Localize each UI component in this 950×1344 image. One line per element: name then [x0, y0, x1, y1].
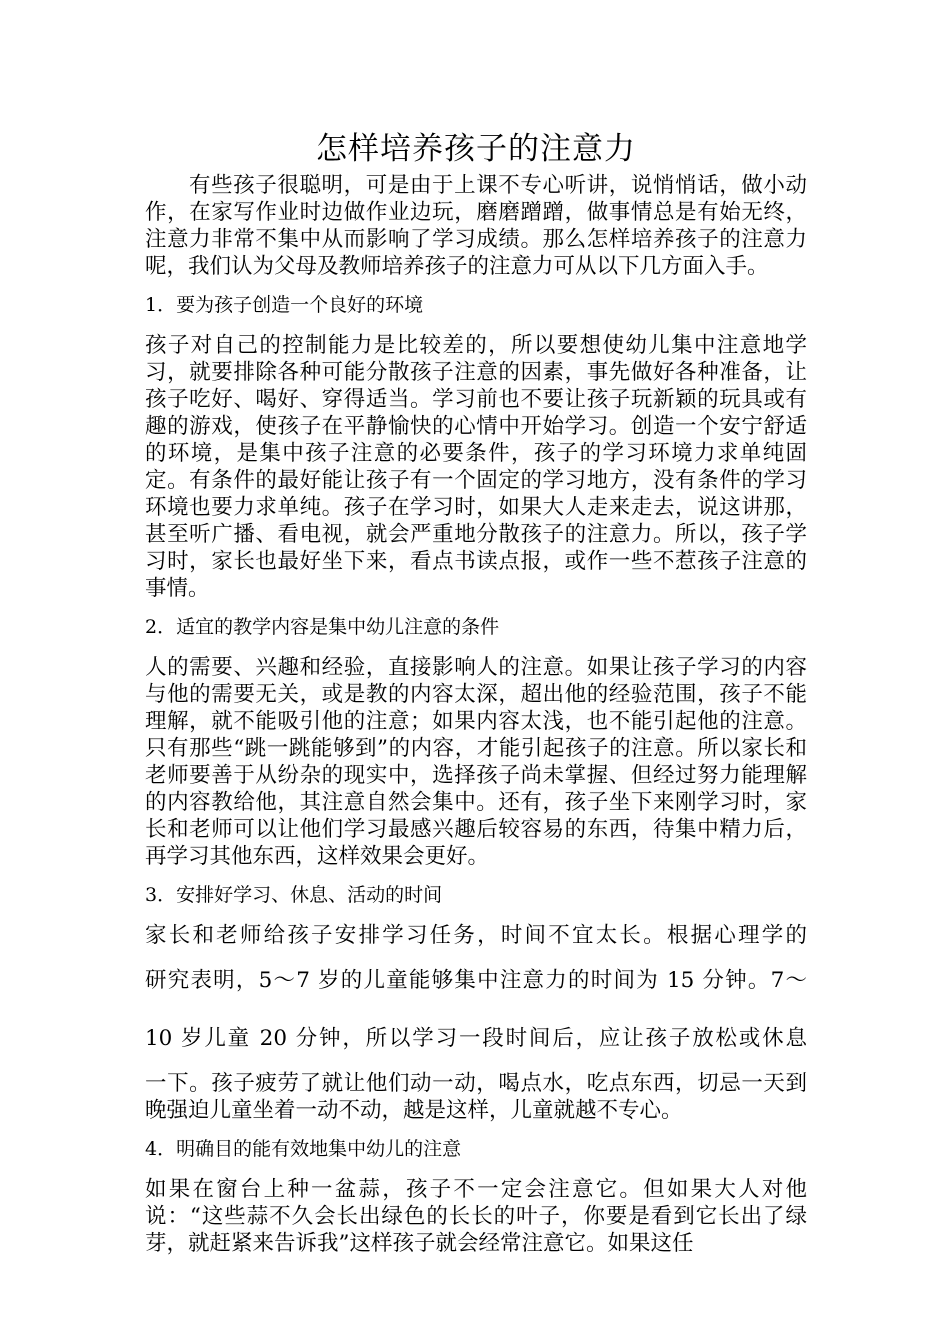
section-body-3: 一下。孩子疲劳了就让他们动一动，喝点水，吃点东西，切忌一天到晚强迫儿童坐着一动不动，越是这样，儿童就越不专心。 [145, 1071, 807, 1123]
section-body-1: 孩子对自己的控制能力是比较差的，所以要想使幼儿集中注意地学习，就要排除各种可能分散孩子注意的因素，事先做好各种准备，让孩子吃好、喝好、穿得适当。学习前也不要让孩子玩新颖的玩具或有趣的游戏，使孩子在平静愉快的心情中开始学习。创造一个安宁舒适的环境，是集中孩子注意的必要条件，孩子的学习环境力求单纯固定。有条件的最好能让孩子有一个固定的学习地方，没有条件的学习环境也要力求单纯。孩子在学习时，如果大人走来走去，说这讲那，甚至听广播、看电视，就会严重地分散孩子的注意力。所以，孩子学习时，家长也最好坐下来，看点书读点报，或作一些不惹孩子注意的事情。 [145, 333, 807, 601]
section-body-3-line-1: 家长和老师给孩子安排学习任务，时间不宜太长。根据心理学的 [145, 923, 807, 948]
section-heading-1: 1．要为孩子创造一个良好的环境 [145, 294, 424, 316]
document-page [145, 128, 807, 1257]
section-body-2: 人的需要、兴趣和经验，直接影响人的注意。如果让孩子学习的内容与他的需要无关，或是教的内容太深，超出他的经验范围，孩子不能理解，就不能吸引他的注意；如果内容太浅，也不能引起他的注意。只有那些“跳一跳能够到”的内容，才能引起孩子的注意。所以家长和老师要善于从纷杂的现实中，选择孩子尚未掌握、但经过努力能理解的内容教给他，其注意自然会集中。还有，孩子坐下来刚学习时，家长和老师可以让他们学习最感兴趣后较容易的东西，待集中精力后，再学习其他东西，这样效果会更好。 [145, 655, 807, 869]
section-heading-4: 4．明确目的能有效地集中幼儿的注意 [145, 1138, 462, 1160]
section-heading-2: 2．适宜的教学内容是集中幼儿注意的条件 [145, 616, 500, 638]
section-body-3-line-2: 研究表明，5～7 岁的儿童能够集中注意力的时间为 15 分钟。7～ [145, 968, 807, 993]
intro-paragraph: 有些孩子很聪明，可是由于上课不专心听讲，说悄悄话，做小动作，在家写作业时边做作业边玩，磨磨蹭蹭，做事情总是有始无终，注意力非常不集中从而影响了学习成绩。那么怎样培养孩子的注意力呢，我们认为父母及教师培养孩子的注意力可从以下几方面入手。 [145, 173, 807, 279]
section-body-4: 如果在窗台上种一盆蒜，孩子不一定会注意它。但如果大人对他说：“这些蒜不久会长出绿色的长长的叶子，你要是看到它长出了绿芽，就赶紧来告诉我”这样孩子就会经常注意它。如果这任 [145, 1177, 807, 1256]
section-heading-3: 3．安排好学习、休息、活动的时间 [145, 884, 443, 906]
document-title: 怎样培养孩子的注意力 [316, 131, 636, 167]
section-body-3-line-3: 10 岁儿童 20 分钟，所以学习一段时间后，应让孩子放松或休息 [145, 1026, 807, 1051]
